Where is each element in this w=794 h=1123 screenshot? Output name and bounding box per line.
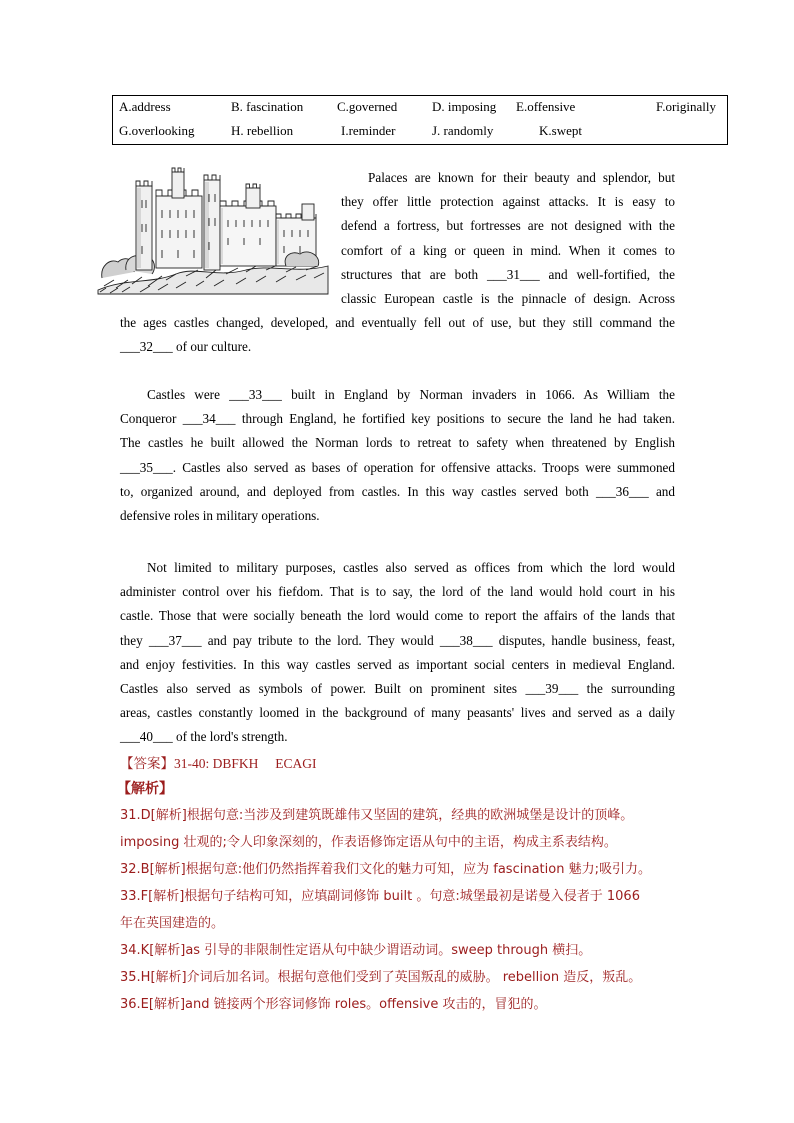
word-option: K.swept <box>539 123 582 138</box>
explanation-line: 31.D[解析]根据句意:当涉及到建筑既雄伟又坚固的建筑，经典的欧洲城堡是设计的顶峰。 <box>120 808 634 823</box>
text-line: Not limited to military purposes, castles also served as offices from which the lord would <box>147 560 675 575</box>
castle-illustration <box>96 166 330 296</box>
word-option: C.governed <box>337 99 398 114</box>
explanation-line: 36.E[解析]and 链接两个形容词修饰 roles。offensive 攻击的，冒犯的。 <box>120 997 547 1012</box>
text-line: administer control over his fiefdom. That is to say, the lord of the land would hold court in his <box>120 584 675 600</box>
word-option: D. imposing <box>432 99 497 114</box>
text-line: defensive roles in military operations. <box>120 508 320 524</box>
word-bank-box <box>112 95 728 145</box>
text-line: The castles he built allowed the Norman lords to retreat to safety when threatened by English <box>120 435 675 451</box>
text-line: structures that are both ___31___ and well-fortified, the <box>341 266 675 282</box>
text-line: defend a fortress, but fortresses are not designed with the <box>341 218 675 234</box>
text-line: ___35___. Castles also served as bases of operation for offensive attacks. Troops were summoned <box>120 459 675 475</box>
word-option: J. randomly <box>432 123 494 138</box>
explanation-line: imposing 壮观的;令人印象深刻的，作表语修饰定语从句中的主语，构成主系表结构。 <box>120 835 617 850</box>
explanation-line: 年在英国建造的。 <box>120 916 225 931</box>
text-line: they ___37___ and pay tribute to the lord. They would ___38___ disputes, handle business, feast, <box>120 632 675 648</box>
explanation-label: 【解析】 <box>117 782 173 797</box>
passage-paragraph-1-bottom <box>120 311 675 359</box>
text-line: comfort of a king or queen in mind. When it comes to <box>341 242 675 258</box>
word-option: A.address <box>119 99 171 114</box>
word-option: E.offensive <box>516 99 576 114</box>
explanation-line: 32.B[解析]根据句意:他们仍然指挥着我们文化的魅力可知，应为 fascination 魅力;吸引力。 <box>120 862 651 877</box>
text-line: ___40___ of the lord's strength. <box>120 729 288 745</box>
text-line: areas, castles constantly loomed in the background of many peasants' lives and served as a daily <box>120 705 675 721</box>
text-line: the ages castles changed, developed, and eventually fell out of use, but they still command the <box>120 315 675 330</box>
passage-paragraph-1-top <box>341 166 675 311</box>
explanation-list <box>120 802 676 1018</box>
explanation-line: 34.K[解析]as 引导的非限制性定语从句中缺少谓语动词。sweep through 横扫。 <box>120 943 592 958</box>
word-option: B. fascination <box>231 99 304 114</box>
text-line: classic European castle is the pinnacle of design. Across <box>341 291 675 307</box>
word-option: H. rebellion <box>231 123 294 138</box>
text-line: Castles also served as symbols of power. Built on prominent sites ___39___ the surrounding <box>120 681 675 697</box>
passage-paragraph-2 <box>120 383 675 528</box>
answer-key: 【答案】31-40: DBFKH ECAGI <box>120 756 317 771</box>
text-line: and enjoy festivities. In this way castles served as important social centers in medieval England. <box>120 656 675 672</box>
word-option: I.reminder <box>341 123 396 138</box>
explanation-line: 33.F[解析]根据句子结构可知，应填副词修饰 built 。句意:城堡最初是诺曼入侵者于 1066 <box>120 889 640 904</box>
passage-paragraph-3 <box>120 556 675 750</box>
text-line: Castles were ___33___ built in England by Norman invaders in 1066. As William the <box>147 387 675 402</box>
explanation-line: 35.H[解析]介词后加名词。根据句意他们受到了英国叛乱的威胁。 rebellion 造反，叛乱。 <box>120 970 642 985</box>
text-line: Conqueror ___34___ through England, he fortified key positions to secure the land he had taken. <box>120 411 675 427</box>
text-line: ___32___ of our culture. <box>120 339 252 355</box>
text-line: they offer little protection against attacks. It is easy to <box>341 194 675 210</box>
text-line: to, organized around, and deployed from castles. In this way castles served both ___36___ and <box>120 483 675 499</box>
word-option: F.originally <box>656 99 716 114</box>
text-line: castle. Those that were socially beneath the lord would come to report the affairs of the lands that <box>120 608 675 624</box>
text-line: Palaces are known for their beauty and splendor, but <box>368 170 675 185</box>
word-option: G.overlooking <box>119 123 195 138</box>
